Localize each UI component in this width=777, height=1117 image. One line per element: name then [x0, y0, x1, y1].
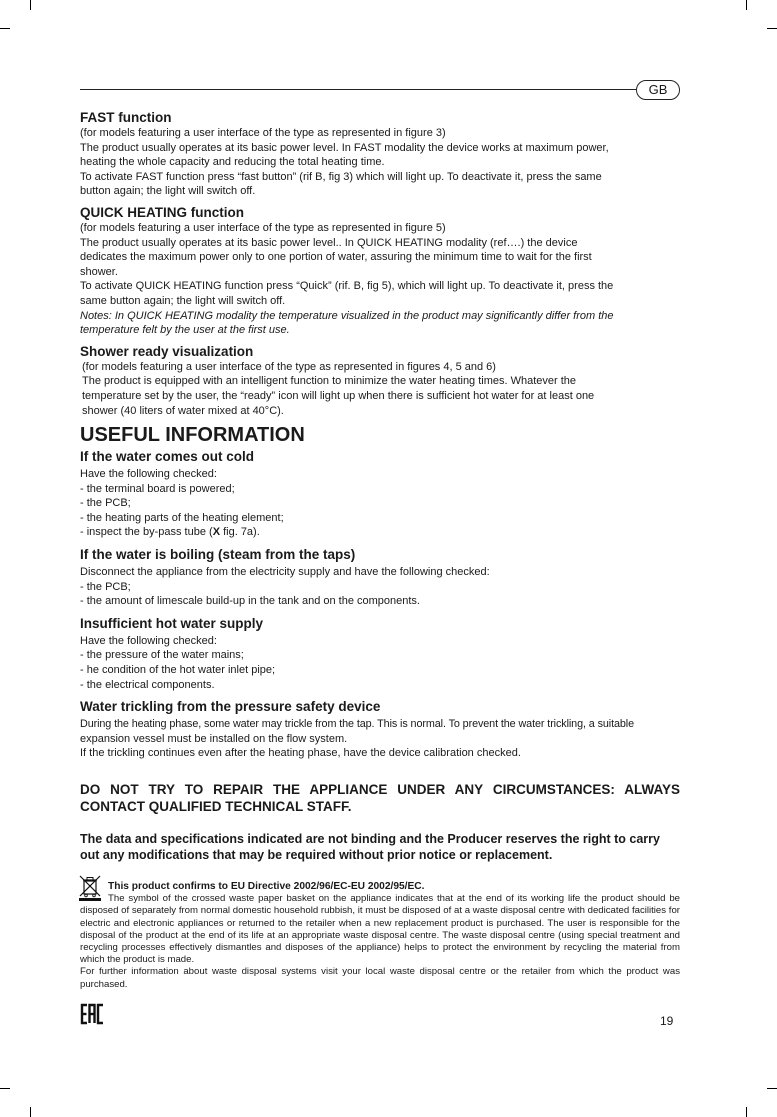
repair-warning: DO NOT TRY TO REPAIR THE APPLIANCE UNDER ANY CIRCUMSTANCES: ALWAYS CONTACT QUALIFIED TECHNICAL STAFF. [80, 782, 680, 814]
insufficient-line: Have the following checked: [80, 634, 217, 647]
shower-title: Shower ready visualization [80, 343, 254, 359]
cold-section [80, 449, 680, 540]
trickling-line: If the trickling continues even after the heating phase, have the device calibration checked. [80, 747, 521, 760]
quick-title: QUICK HEATING function [80, 204, 244, 220]
cold-line: - the PCB; [80, 497, 131, 510]
fast-line: button again; the light will switch off. [80, 185, 256, 198]
trickling-line: During the heating phase, some water may trickle from the tap. This is normal. To prevent the water trickling, a suitable [80, 718, 635, 731]
trickling-title: Water trickling from the pressure safety device [80, 699, 381, 715]
crop-mark [746, 1107, 747, 1117]
fast-line: (for models featuring a user interface of the type as represented in figure 3) [80, 127, 446, 139]
cold-line [80, 525, 680, 540]
crossed-bin-icon [79, 875, 101, 901]
fast-title: FAST function [80, 110, 172, 125]
weee-body-2: For further information about waste disposal systems visit your local waste disposal centre or the retailer from which the product was purchased. [80, 966, 680, 990]
quick-note: temperature felt by the user at the first use. [80, 324, 290, 337]
insufficient-section [80, 616, 680, 692]
fast-line: The product usually operates at its basic power level. In FAST modality the device works at maximum power, [80, 141, 609, 154]
quick-line: To activate QUICK HEATING function press “Quick” (rif. B, fig 5), which will light up. To deactivate it, press the [80, 280, 614, 293]
eac-mark [80, 1003, 106, 1025]
weee-body: The symbol of the crossed waste paper basket on the appliance indicates that at the end of its working life the product should be disposed of separately from normal domestic household rubbish, it must be disposed of at a waste disposal centre with dedicated facilities for electric and electronic appliances or returned to the retailer when a new replacement product is purchased. The user is responsible for the disposal of the product at the end of its life at an appropriate waste disposal centre. The waste disposal centre (using special treatment and recycling processes effectively dismantles and disposes of the appliance) helps to protect the environment by recycling the material from which the product is made. [80, 893, 680, 966]
cold-last-pre: - inspect the by-pass tube ( [80, 526, 213, 539]
insufficient-line: - the electrical components. [80, 678, 215, 691]
crop-mark [767, 28, 777, 29]
shower-line: (for models featuring a user interface of the type as represented in figures 4, 5 and 6) [82, 360, 496, 373]
shower-line: shower (40 liters of water mixed at 40°C). [82, 404, 284, 417]
boiling-line: - the amount of limescale build-up in the tank and on the components. [80, 595, 420, 608]
cold-line: - the heating parts of the heating element; [80, 511, 284, 524]
shower-section [80, 344, 680, 418]
crop-mark [30, 1107, 31, 1117]
cold-last-bold: X [212, 526, 221, 539]
crop-mark [767, 1088, 777, 1089]
quick-line: dedicates the maximum power only to one portion of water, assuring the minimum time to wait for the first [80, 251, 592, 264]
quick-line: (for models featuring a user interface of the type as represented in figure 5) [80, 221, 446, 234]
crop-mark [30, 0, 31, 10]
fast-section [80, 110, 680, 199]
crop-mark [0, 28, 10, 29]
cold-last-post: fig. 7a). [220, 526, 260, 539]
page-content [80, 110, 680, 1025]
insufficient-line: - the pressure of the water mains; [80, 649, 244, 662]
trickling-section [80, 699, 680, 761]
fast-line: To activate FAST function press “fast button” (rif B, fig 3) which will light up. To deactivate it, press the same [80, 170, 602, 183]
boiling-title: If the water is boiling (steam from the taps) [80, 547, 356, 563]
insufficient-line: - he condition of the hot water inlet pipe; [80, 664, 276, 677]
weee-section [80, 881, 680, 991]
insufficient-title: Insufficient hot water supply [80, 615, 264, 631]
page-number: 19 [660, 1014, 674, 1028]
crop-mark [746, 0, 747, 10]
trickling-line: expansion vessel must be installed on the flow system. [80, 732, 348, 745]
cold-line: Have the following checked: [80, 468, 217, 481]
quick-line: The product usually operates at its basic power level.. In QUICK HEATING modality (ref….) the device [80, 236, 578, 249]
quick-line: same button again; the light will switch off. [80, 294, 286, 307]
fast-line: heating the whole capacity and reducing the total heating time. [80, 156, 385, 169]
crop-mark [0, 1088, 10, 1089]
weee-title: This product confirms to EU Directive 2002/96/EC-EU 2002/95/EC. [108, 881, 425, 892]
header-rule [80, 89, 636, 90]
boiling-line: Disconnect the appliance from the electricity supply and have the following checked: [80, 566, 490, 579]
specifications-disclaimer: The data and specifications indicated are not binding and the Producer reserves the right to carry out any modifications that may be required without prior notice or replacement. [80, 832, 660, 862]
cold-title: If the water comes out cold [80, 449, 255, 465]
boiling-section [80, 547, 680, 609]
shower-line: temperature set by the user, the “ready” icon will light up when there is sufficient hot water for at least one [82, 389, 595, 402]
boiling-line: - the PCB; [80, 580, 131, 593]
language-badge: GB [636, 80, 680, 100]
cold-line: - the terminal board is powered; [80, 482, 235, 495]
quick-section [80, 205, 680, 338]
quick-note: Notes: In QUICK HEATING modality the temperature visualized in the product may significantly differ from the [80, 309, 614, 322]
quick-line: shower. [80, 265, 118, 278]
shower-line: The product is equipped with an intelligent function to minimize the water heating times. Whatever the [82, 375, 577, 388]
useful-information-heading: USEFUL INFORMATION [80, 424, 305, 447]
